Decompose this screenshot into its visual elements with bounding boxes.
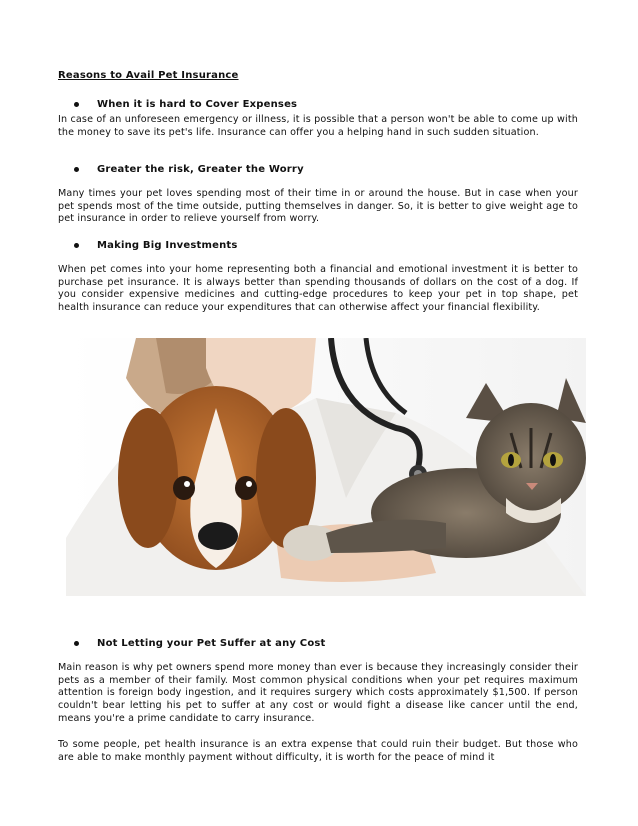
closing-paragraph: To some people, pet health insurance is an extra expense that could ruin their budget. But those who are able to make monthly payment without difficulty, it is worth for the peace of mind it xyxy=(58,739,578,763)
bullet-icon xyxy=(74,641,79,646)
section-heading-text: Making Big Investments xyxy=(97,240,238,251)
section-heading-cover-expenses xyxy=(74,99,297,110)
section-heading-text: When it is hard to Cover Expenses xyxy=(97,99,298,110)
section-heading-risk-worry xyxy=(74,164,304,175)
section-heading-pet-suffer xyxy=(74,638,326,649)
bullet-icon xyxy=(74,167,79,172)
section-body-cover-expenses: In case of an unforeseen emergency or illness, it is possible that a person won't be able to come up with the money to save its pet's life. Insurance can offer you a helping hand in such sudden situation. xyxy=(58,114,578,138)
section-heading-big-investments xyxy=(74,240,238,251)
section-body-risk-worry: Many times your pet loves spending most of their time in or around the house. But in case when your pet spends most of the time outside, putting themselves in danger. So, it is better to give weight age to pet insurance in order to relieve yourself from worry. xyxy=(58,188,578,225)
bullet-icon xyxy=(74,243,79,248)
bullet-icon xyxy=(74,102,79,107)
section-heading-text: Not Letting your Pet Suffer at any Cost xyxy=(97,638,326,649)
document-title: Reasons to Avail Pet Insurance xyxy=(58,70,239,81)
section-body-big-investments: When pet comes into your home representing both a financial and emotional investment it is better to purchase pet insurance. It is always better than spending thousands of dollars on the cost of a dog. If you consider expensive medicines and cutting-edge procedures to keep your pet in top shape, pet health insurance can reduce your expenditures that can otherwise affect your financial flexibility. xyxy=(58,264,578,314)
vet-with-dog-and-cat-photo xyxy=(66,338,586,596)
section-body-pet-suffer: Main reason is why pet owners spend more money than ever is because they increasingly consider their pets as a member of their family. Most common physical conditions when your pet requires maximum attention is foreign body ingestion, and it requires surgery which costs approximately $1,500. If person couldn't bear letting his pet to suffer at any cost or would fight a disease like cancer until the end, means you're a prime candidate to carry insurance. xyxy=(58,662,578,724)
section-heading-text: Greater the risk, Greater the Worry xyxy=(97,164,304,175)
